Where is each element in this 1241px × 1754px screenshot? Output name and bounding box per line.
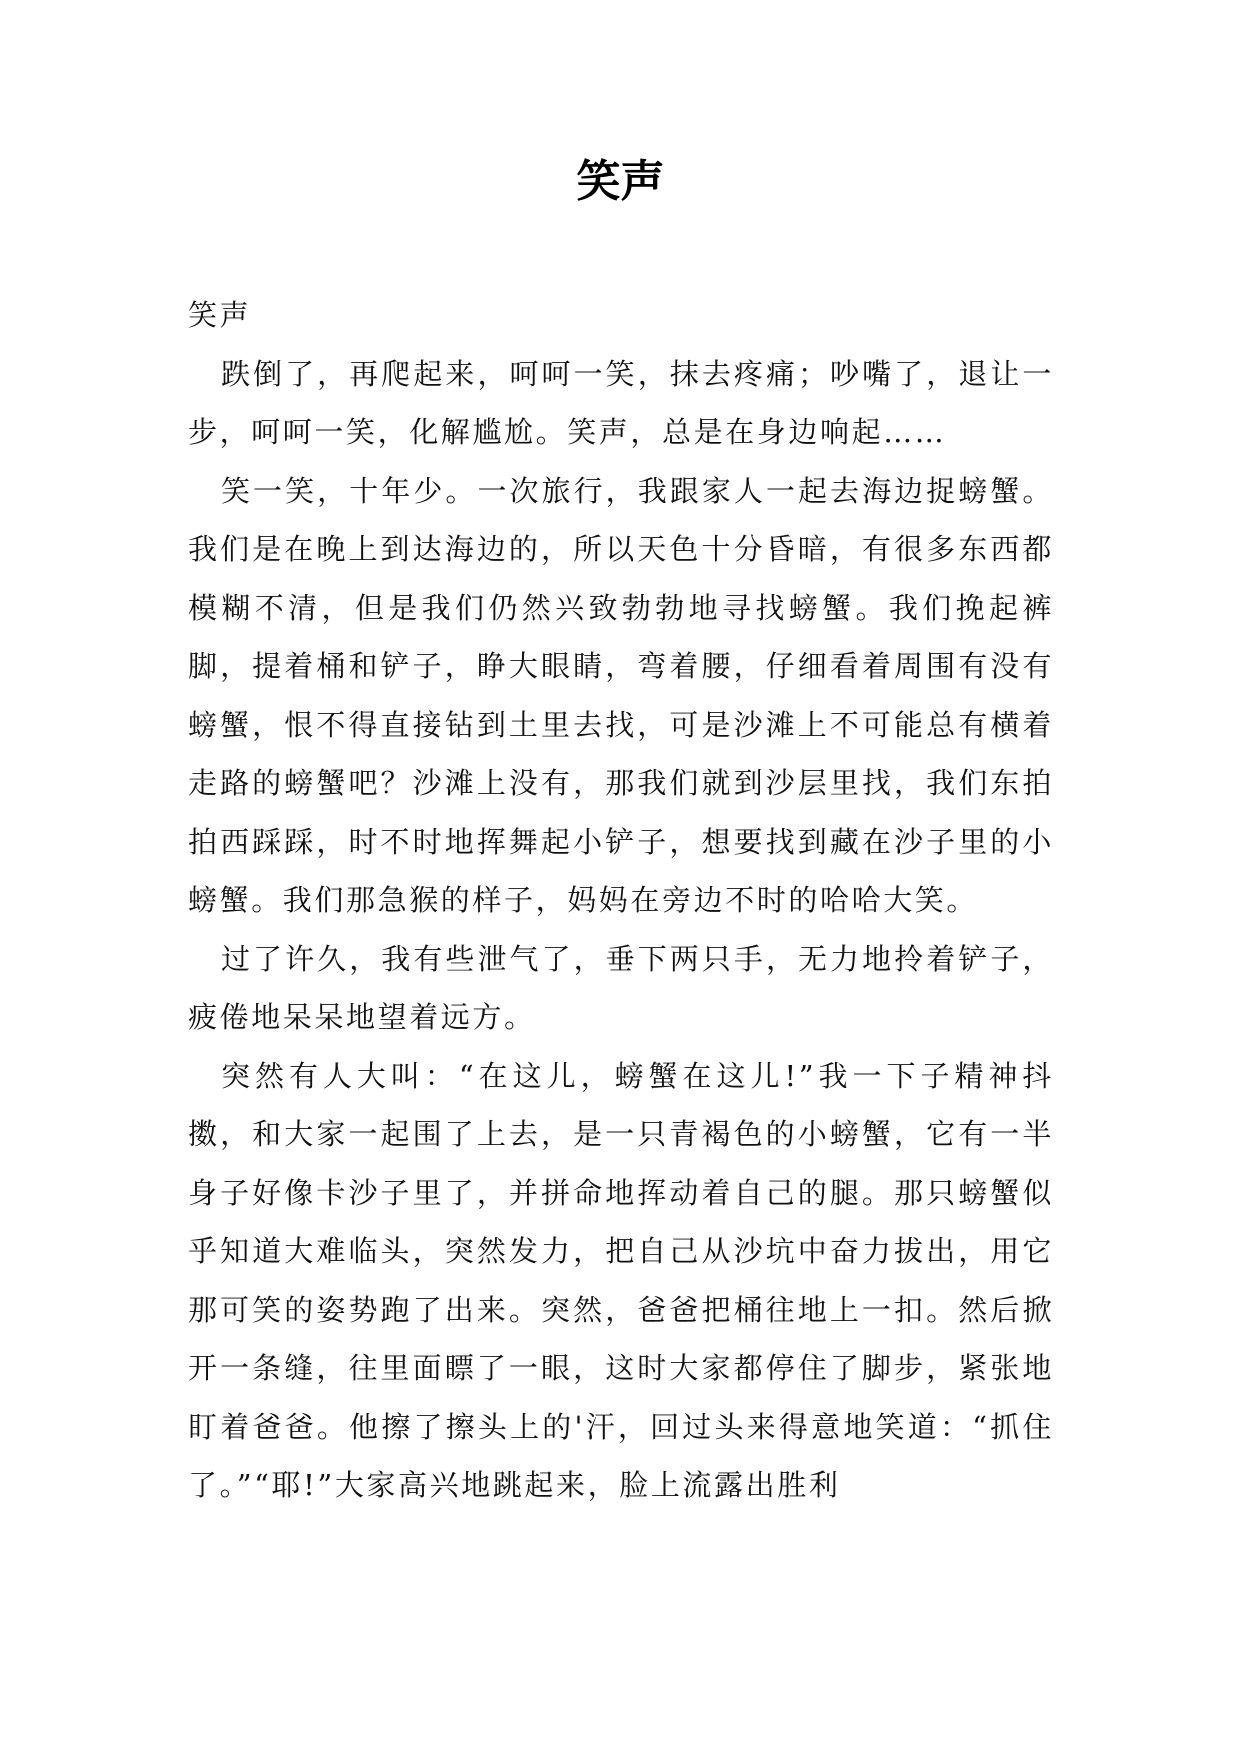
paragraph-1: 跌倒了，再爬起来，呵呵一笑，抹去疼痛；吵嘴了，退让一步，呵呵一笑，化解尴尬。笑声，总是在身边响起…… [188, 356, 1054, 449]
paragraph-4: 突然有人大叫：“在这儿，螃蟹在这儿!”我一下子精神抖擞，和大家一起围了上去，是一只青褐色的小螃蟹，它有一半身子好像卡沙子里了，并拼命地挥动着自己的腿。那只螃蟹似乎知道大难临头，突然发力，把自己从沙坑中奋力拔出，用它那可笑的姿势跑了出来。突然，爸爸把桶往地上一扣。然后掀开一条缝，往里面瞟了一眼，这时大家都停住了脚步，紧张地盯着爸爸。他擦了擦头上的'汗，回过头来得意地笑道：“抓住了。”“耶!”大家高兴地跳起来，脸上流露出胜利 [188, 1058, 1054, 1502]
document-title: 笑声 [576, 156, 665, 207]
subtitle-line: 笑声 [188, 298, 252, 332]
paragraph-3: 过了许久，我有些泄气了，垂下两只手，无力地拎着铲子，疲倦地呆呆地望着远方。 [188, 941, 1054, 1034]
document-body [188, 286, 1054, 1515]
paragraph-2: 笑一笑，十年少。一次旅行，我跟家人一起去海边捉螃蟹。我们是在晚上到达海边的，所以天色十分昏暗，有很多东西都模糊不清，但是我们仍然兴致勃勃地寻找螃蟹。我们挽起裤脚，提着桶和铲子，睁大眼睛，弯着腰，仔细看着周围有没有螃蟹，恨不得直接钻到土里去找，可是沙滩上不可能总有横着走路的螃蟹吧？沙滩上没有，那我们就到沙层里找，我们东拍拍西踩踩，时不时地挥舞起小铲子，想要找到藏在沙子里的小螃蟹。我们那急猴的样子，妈妈在旁边不时的哈哈大笑。 [188, 473, 1054, 917]
